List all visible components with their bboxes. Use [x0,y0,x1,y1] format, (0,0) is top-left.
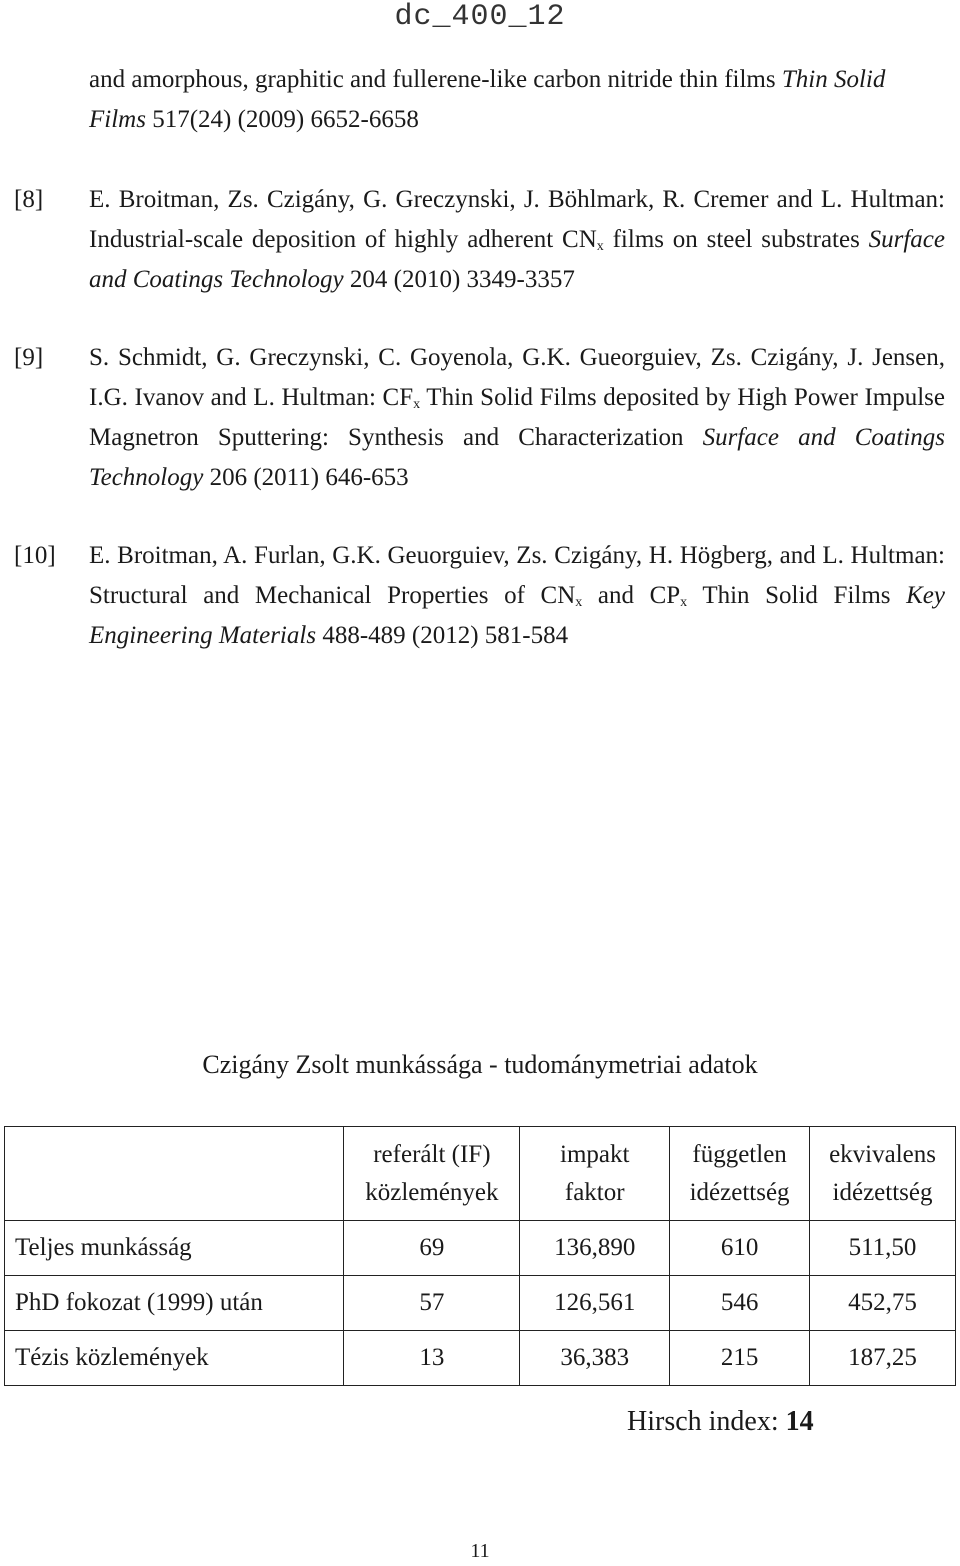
table-row [5,1221,956,1276]
table-cell: 36,383 [520,1331,670,1386]
row-label: Teljes munkásság [5,1221,344,1276]
scientometrics-title: Czigány Zsolt munkássága - tudománymetriai adatok [202,1050,758,1079]
row-label: Tézis közlemények [5,1331,344,1386]
table-header: referált (IF) közlemények [344,1127,520,1221]
table-cell: 187,25 [810,1331,956,1386]
page-number: 11 [470,1540,490,1562]
document-code: dc_400_12 [394,0,566,34]
row-label: PhD fokozat (1999) után [5,1276,344,1331]
reference-continuation: and amorphous, graphitic and fullerene-like carbon nitride thin films Thin Solid Films 517(24) (2009) 6652-6658 [89,66,886,133]
table-cell: 69 [344,1221,520,1276]
table-row [5,1276,956,1331]
table-cell: 13 [344,1331,520,1386]
reference-text: S. Schmidt, G. Greczynski, C. Goyenola, G.K. Gueorguiev, Zs. Czigány, J. Jensen, I.G. Ivanov and L. Hultman: $CF_x$ Thin Solid Films deposited by High Power Impulse Magnetron Sputtering: Synthesis and Characterization Surface and Coatings Technology 206 (2011) 646-653 [89,344,945,491]
reference-9 [14,338,945,498]
table-cell: 610 [670,1221,810,1276]
hirsch-label: Hirsch index: [627,1406,786,1437]
table-cell: 57 [344,1276,520,1331]
reference-number: [9] [14,344,44,371]
table-header: impakt faktor [520,1127,670,1221]
table-cell: 136,890 [520,1221,670,1276]
journal-title: Surface and Coatings Technology [89,226,945,293]
table-cell: 452,75 [810,1276,956,1331]
table-header-empty [5,1127,344,1221]
scientometrics-table [4,1126,956,1386]
reference-10 [14,536,945,656]
table-header-row [5,1127,956,1221]
reference-number: [8] [14,186,44,213]
hirsch-value: 14 [785,1406,814,1437]
journal-title: Key Engineering Materials [89,582,945,649]
reference-number: [10] [14,542,56,569]
reference-8 [14,180,945,300]
table-cell: 511,50 [810,1221,956,1276]
table-cell: 215 [670,1331,810,1386]
journal-title: Thin Solid Films [89,66,886,133]
reference-text: E. Broitman, Zs. Czigány, G. Greczynski, J. Böhlmark, R. Cremer and L. Hultman: Industrial-scale deposition of highly adherent $CN_x$ films on steel substrates Surface and Coatings Technology 204 (2010) 3349-3357 [89,186,945,293]
table-row [5,1331,956,1386]
table-header: ekvivalens idézettség [810,1127,956,1221]
table-cell: 126,561 [520,1276,670,1331]
table-header: független idézettség [670,1127,810,1221]
table-cell: 546 [670,1276,810,1331]
journal-title: Surface and Coatings Technology [89,424,945,491]
hirsch-index [627,1406,814,1438]
reference-text: E. Broitman, A. Furlan, G.K. Geuorguiev, Zs. Czigány, H. Högberg, and L. Hultman: Structural and Mechanical Properties of $CN_x$ and $CP_x$ Thin Solid Films Key Engineering Materials 488-489 (2012) 581-584 [89,542,945,649]
